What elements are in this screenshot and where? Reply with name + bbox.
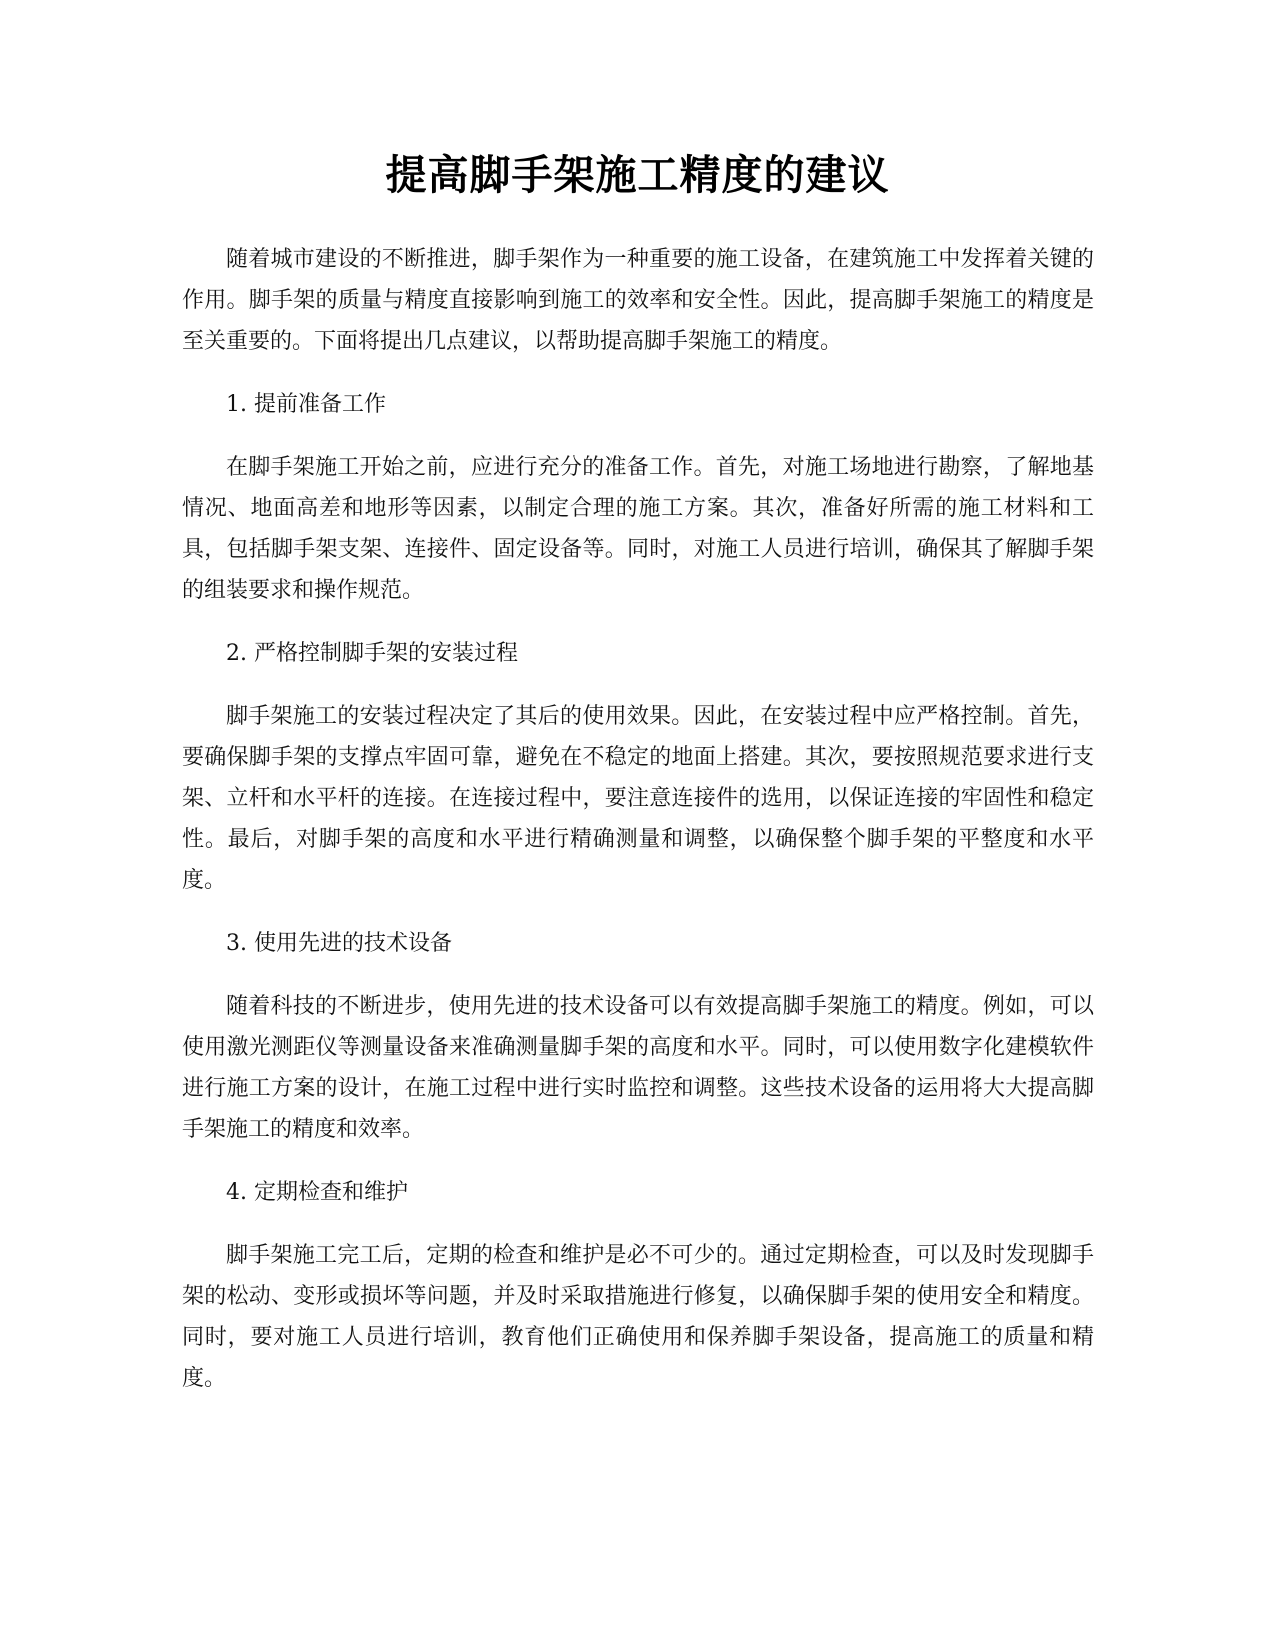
section-body-1: 在脚手架施工开始之前，应进行充分的准备工作。首先，对施工场地进行勘察，了解地基情况、地面高差和地形等因素，以制定合理的施工方案。其次，准备好所需的施工材料和工具，包括脚手架支架、连接件、固定设备等。同时，对施工人员进行培训，确保其了解脚手架的组装要求和操作规范。 <box>182 455 1094 603</box>
page-title: 提高脚手架施工精度的建议 <box>385 151 890 199</box>
intro-paragraph: 随着城市建设的不断推进，脚手架作为一种重要的施工设备，在建筑施工中发挥着关键的作用。脚手架的质量与精度直接影响到施工的效率和安全性。因此，提高脚手架施工的精度是至关重要的。下面将提出几点建议，以帮助提高脚手架施工的精度。 <box>182 247 1094 354</box>
section-body-3: 随着科技的不断进步，使用先进的技术设备可以有效提高脚手架施工的精度。例如，可以使用激光测距仪等测量设备来准确测量脚手架的高度和水平。同时，可以使用数字化建模软件进行施工方案的设计，在施工过程中进行实时监控和调整。这些技术设备的运用将大大提高脚手架施工的精度和效率。 <box>182 994 1094 1142</box>
section-heading-1: 1. 提前准备工作 <box>226 392 386 417</box>
section-heading-3: 3. 使用先进的技术设备 <box>226 931 452 956</box>
document-body <box>182 239 1094 1421</box>
section-body-4: 脚手架施工完工后，定期的检查和维护是必不可少的。通过定期检查，可以及时发现脚手架的松动、变形或损坏等问题，并及时采取措施进行修复，以确保脚手架的使用安全和精度。同时，要对施工人员进行培训，教育他们正确使用和保养脚手架设备，提高施工的质量和精度。 <box>182 1243 1094 1391</box>
section-heading-4: 4. 定期检查和维护 <box>226 1180 408 1205</box>
section-heading-2: 2. 严格控制脚手架的安装过程 <box>226 641 518 666</box>
section-body-2: 脚手架施工的安装过程决定了其后的使用效果。因此，在安装过程中应严格控制。首先，要确保脚手架的支撑点牢固可靠，避免在不稳定的地面上搭建。其次，要按照规范要求进行支架、立杆和水平杆的连接。在连接过程中，要注意连接件的选用，以保证连接的牢固性和稳定性。最后，对脚手架的高度和水平进行精确测量和调整，以确保整个脚手架的平整度和水平度。 <box>182 704 1094 893</box>
